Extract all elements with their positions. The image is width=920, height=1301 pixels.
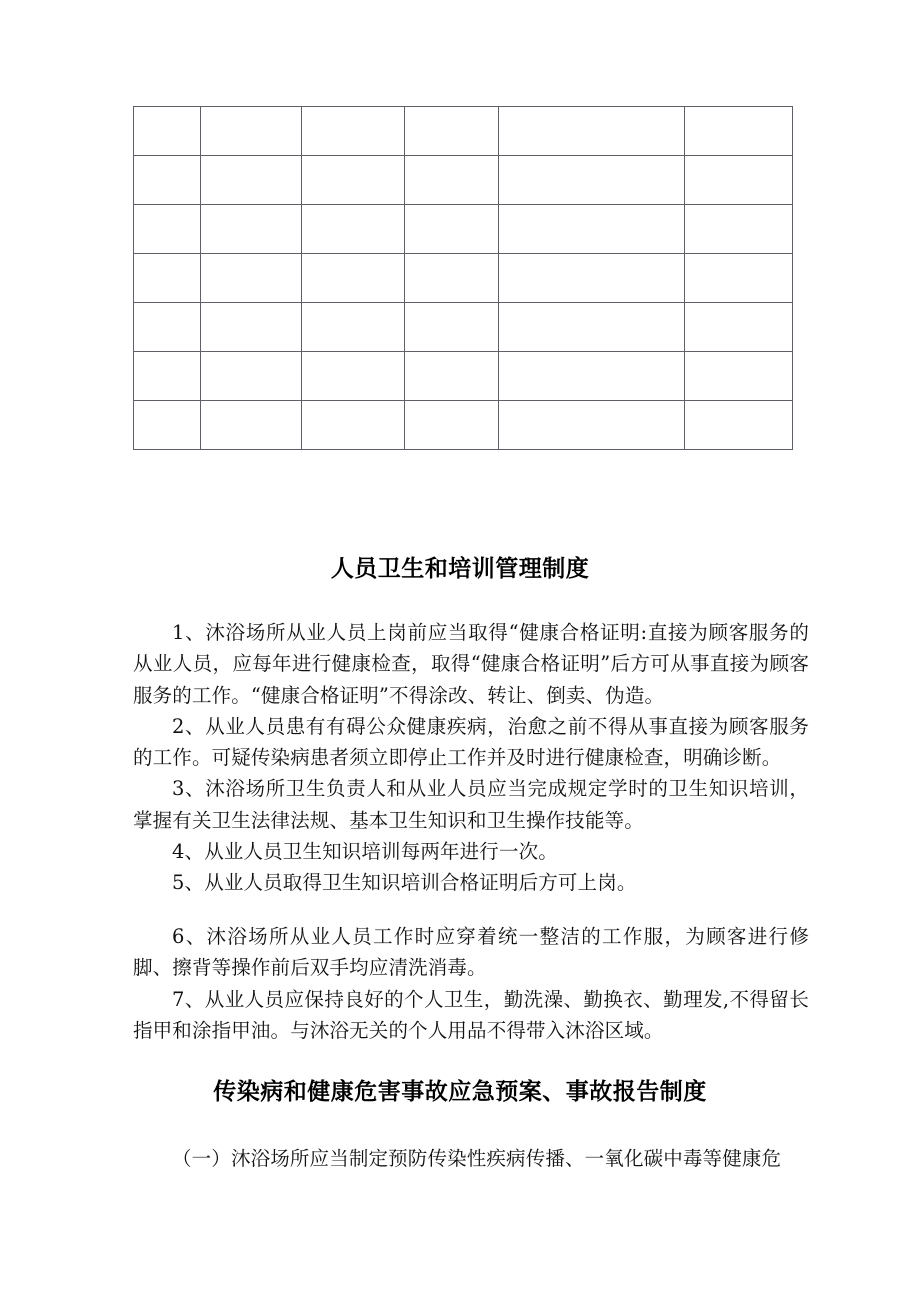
section-heading-emergency-plan: 传染病和健康危害事故应急预案、事故报告制度 (213, 1078, 707, 1104)
table-row (134, 107, 793, 156)
table-cell[interactable] (499, 303, 685, 352)
clause-item: 5、从业人员取得卫生知识培训合格证明后方可上岗。 (172, 871, 637, 895)
section-body-personnel-hygiene-part1 (133, 617, 809, 899)
table-cell[interactable] (405, 401, 499, 450)
clause-item: 1、沐浴场所从业人员上岗前应当取得“健康合格证明:直接为顾客服务的从业人员，应每年进行健康检查，取得“健康合格证明”后方可从事直接为顾客服务的工作。“健康合格证明”不得涂改、转让、倒卖、伪造。 (133, 621, 809, 707)
table-row (134, 156, 793, 205)
table-cell[interactable] (499, 254, 685, 303)
clause-item: 4、从业人员卫生知识培训每两年进行一次。 (172, 840, 558, 864)
table-body (134, 107, 793, 450)
table-cell[interactable] (302, 303, 405, 352)
table-cell[interactable] (134, 254, 201, 303)
table-cell[interactable] (499, 205, 685, 254)
clause-item: （一）沐浴场所应当制定预防传染性疾病传播、一氧化碳中毒等健康危 (172, 1147, 782, 1170)
table-cell[interactable] (685, 107, 793, 156)
empty-data-table (133, 106, 793, 450)
clause-item: 7、从业人员应保持良好的个人卫生，勤洗澡、勤换衣、勤理发,不得留长指甲和涂指甲油。与沐浴无关的个人用品不得带入沐浴区域。 (133, 987, 809, 1042)
table-cell[interactable] (405, 205, 499, 254)
table-cell[interactable] (134, 352, 201, 401)
table-cell[interactable] (685, 303, 793, 352)
table-row (134, 352, 793, 401)
table-cell[interactable] (201, 401, 302, 450)
table-cell[interactable] (134, 303, 201, 352)
table-cell[interactable] (405, 303, 499, 352)
table-cell[interactable] (685, 401, 793, 450)
table-cell[interactable] (499, 107, 685, 156)
table-cell[interactable] (201, 352, 302, 401)
section-body-personnel-hygiene-part2 (133, 921, 809, 1046)
table-cell[interactable] (302, 352, 405, 401)
table-cell[interactable] (302, 205, 405, 254)
table-cell[interactable] (405, 352, 499, 401)
table-cell[interactable] (405, 107, 499, 156)
table-cell[interactable] (499, 352, 685, 401)
section-heading-personnel-hygiene: 人员卫生和培训管理制度 (330, 555, 590, 581)
table-cell[interactable] (302, 107, 405, 156)
table-cell[interactable] (499, 156, 685, 205)
empty-table-container (133, 106, 792, 450)
table-cell[interactable] (405, 156, 499, 205)
table-cell[interactable] (134, 401, 201, 450)
table-cell[interactable] (201, 254, 302, 303)
table-cell[interactable] (685, 156, 793, 205)
section-body-emergency-plan (133, 1143, 809, 1174)
table-cell[interactable] (134, 156, 201, 205)
table-cell[interactable] (134, 107, 201, 156)
clause-item: 2、从业人员患有有碍公众健康疾病，治愈之前不得从事直接为顾客服务的工作。可疑传染病患者须立即停止工作并及时进行健康检查，明确诊断。 (133, 714, 809, 770)
table-cell[interactable] (302, 156, 405, 205)
table-cell[interactable] (685, 352, 793, 401)
table-row (134, 254, 793, 303)
table-cell[interactable] (302, 254, 405, 303)
table-cell[interactable] (201, 107, 302, 156)
clause-item: 6、沐浴场所从业人员工作时应穿着统一整洁的工作服，为顾客进行修脚、擦背等操作前后双手均应清洗消毒。 (133, 925, 809, 980)
table-cell[interactable] (685, 205, 793, 254)
table-cell[interactable] (201, 303, 302, 352)
table-cell[interactable] (405, 254, 499, 303)
table-row (134, 401, 793, 450)
table-row (134, 303, 793, 352)
clause-item: 3、沐浴场所卫生负责人和从业人员应当完成规定学时的卫生知识培训，掌握有关卫生法律法规、基本卫生知识和卫生操作技能等。 (133, 777, 809, 832)
table-cell[interactable] (201, 205, 302, 254)
table-cell[interactable] (134, 205, 201, 254)
table-cell[interactable] (499, 401, 685, 450)
table-cell[interactable] (685, 254, 793, 303)
table-cell[interactable] (201, 156, 302, 205)
table-cell[interactable] (302, 401, 405, 450)
table-row (134, 205, 793, 254)
